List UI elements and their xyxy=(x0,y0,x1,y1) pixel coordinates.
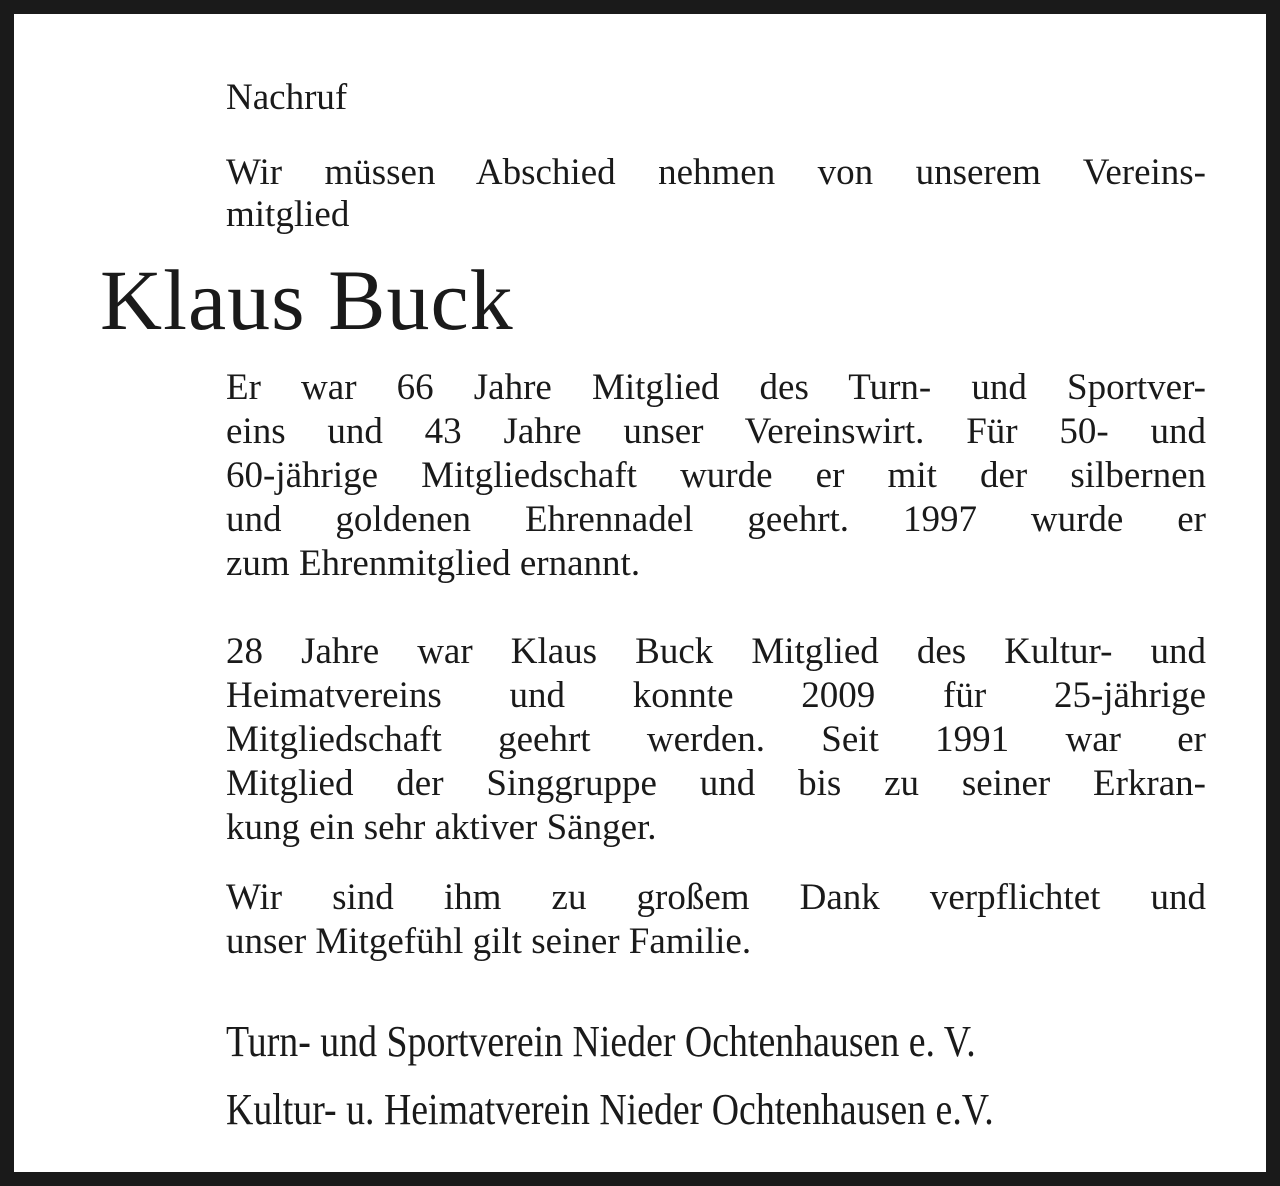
paragraph-line: Wir sind ihm zu großem Dank verpflichtet und xyxy=(226,877,1206,918)
paragraph-line: Mitgliedschaft geehrt werden. Seit 1991 war er xyxy=(226,719,1206,760)
paragraph-line: 28 Jahre war Klaus Buck Mitglied des Kultur- und xyxy=(226,631,1206,672)
paragraph-line: zum Ehrenmitglied ernannt. xyxy=(226,543,641,584)
notice-heading: Nachruf xyxy=(226,77,348,118)
paragraph-heritage-club xyxy=(226,630,1206,850)
paragraph-line: Heimatvereins und konnte 2009 für 25-jährige xyxy=(226,675,1206,716)
signature-heritage-club: Kultur- u. Heimatverein Nieder Ochtenhausen e.V. xyxy=(226,1085,994,1134)
intro-line: mitglied xyxy=(226,194,350,235)
paragraph-membership xyxy=(226,366,1206,586)
paragraph-line: und goldenen Ehrennadel geehrt. 1997 wurde er xyxy=(226,499,1206,540)
signature-sports-club: Turn- und Sportverein Nieder Ochtenhausen e. V. xyxy=(226,1017,976,1066)
paragraph-line: unser Mitgefühl gilt seiner Familie. xyxy=(226,921,752,962)
paragraph-line: eins und 43 Jahre unser Vereinswirt. Für 50- und xyxy=(226,411,1206,452)
paragraph-line: 60-jährige Mitgliedschaft wurde er mit der silbernen xyxy=(226,455,1206,496)
paragraph-gratitude xyxy=(226,876,1206,964)
intro-line: Wir müssen Abschied nehmen von unserem Vereins- xyxy=(226,152,1206,193)
paragraph-line: Er war 66 Jahre Mitglied des Turn- und Sportver- xyxy=(226,367,1206,408)
deceased-name: Klaus Buck xyxy=(100,252,514,348)
paragraph-line: kung ein sehr aktiver Sänger. xyxy=(226,807,657,848)
paragraph-line: Mitglied der Singgruppe und bis zu seiner Erkran- xyxy=(226,763,1206,804)
intro-text xyxy=(226,152,1206,236)
